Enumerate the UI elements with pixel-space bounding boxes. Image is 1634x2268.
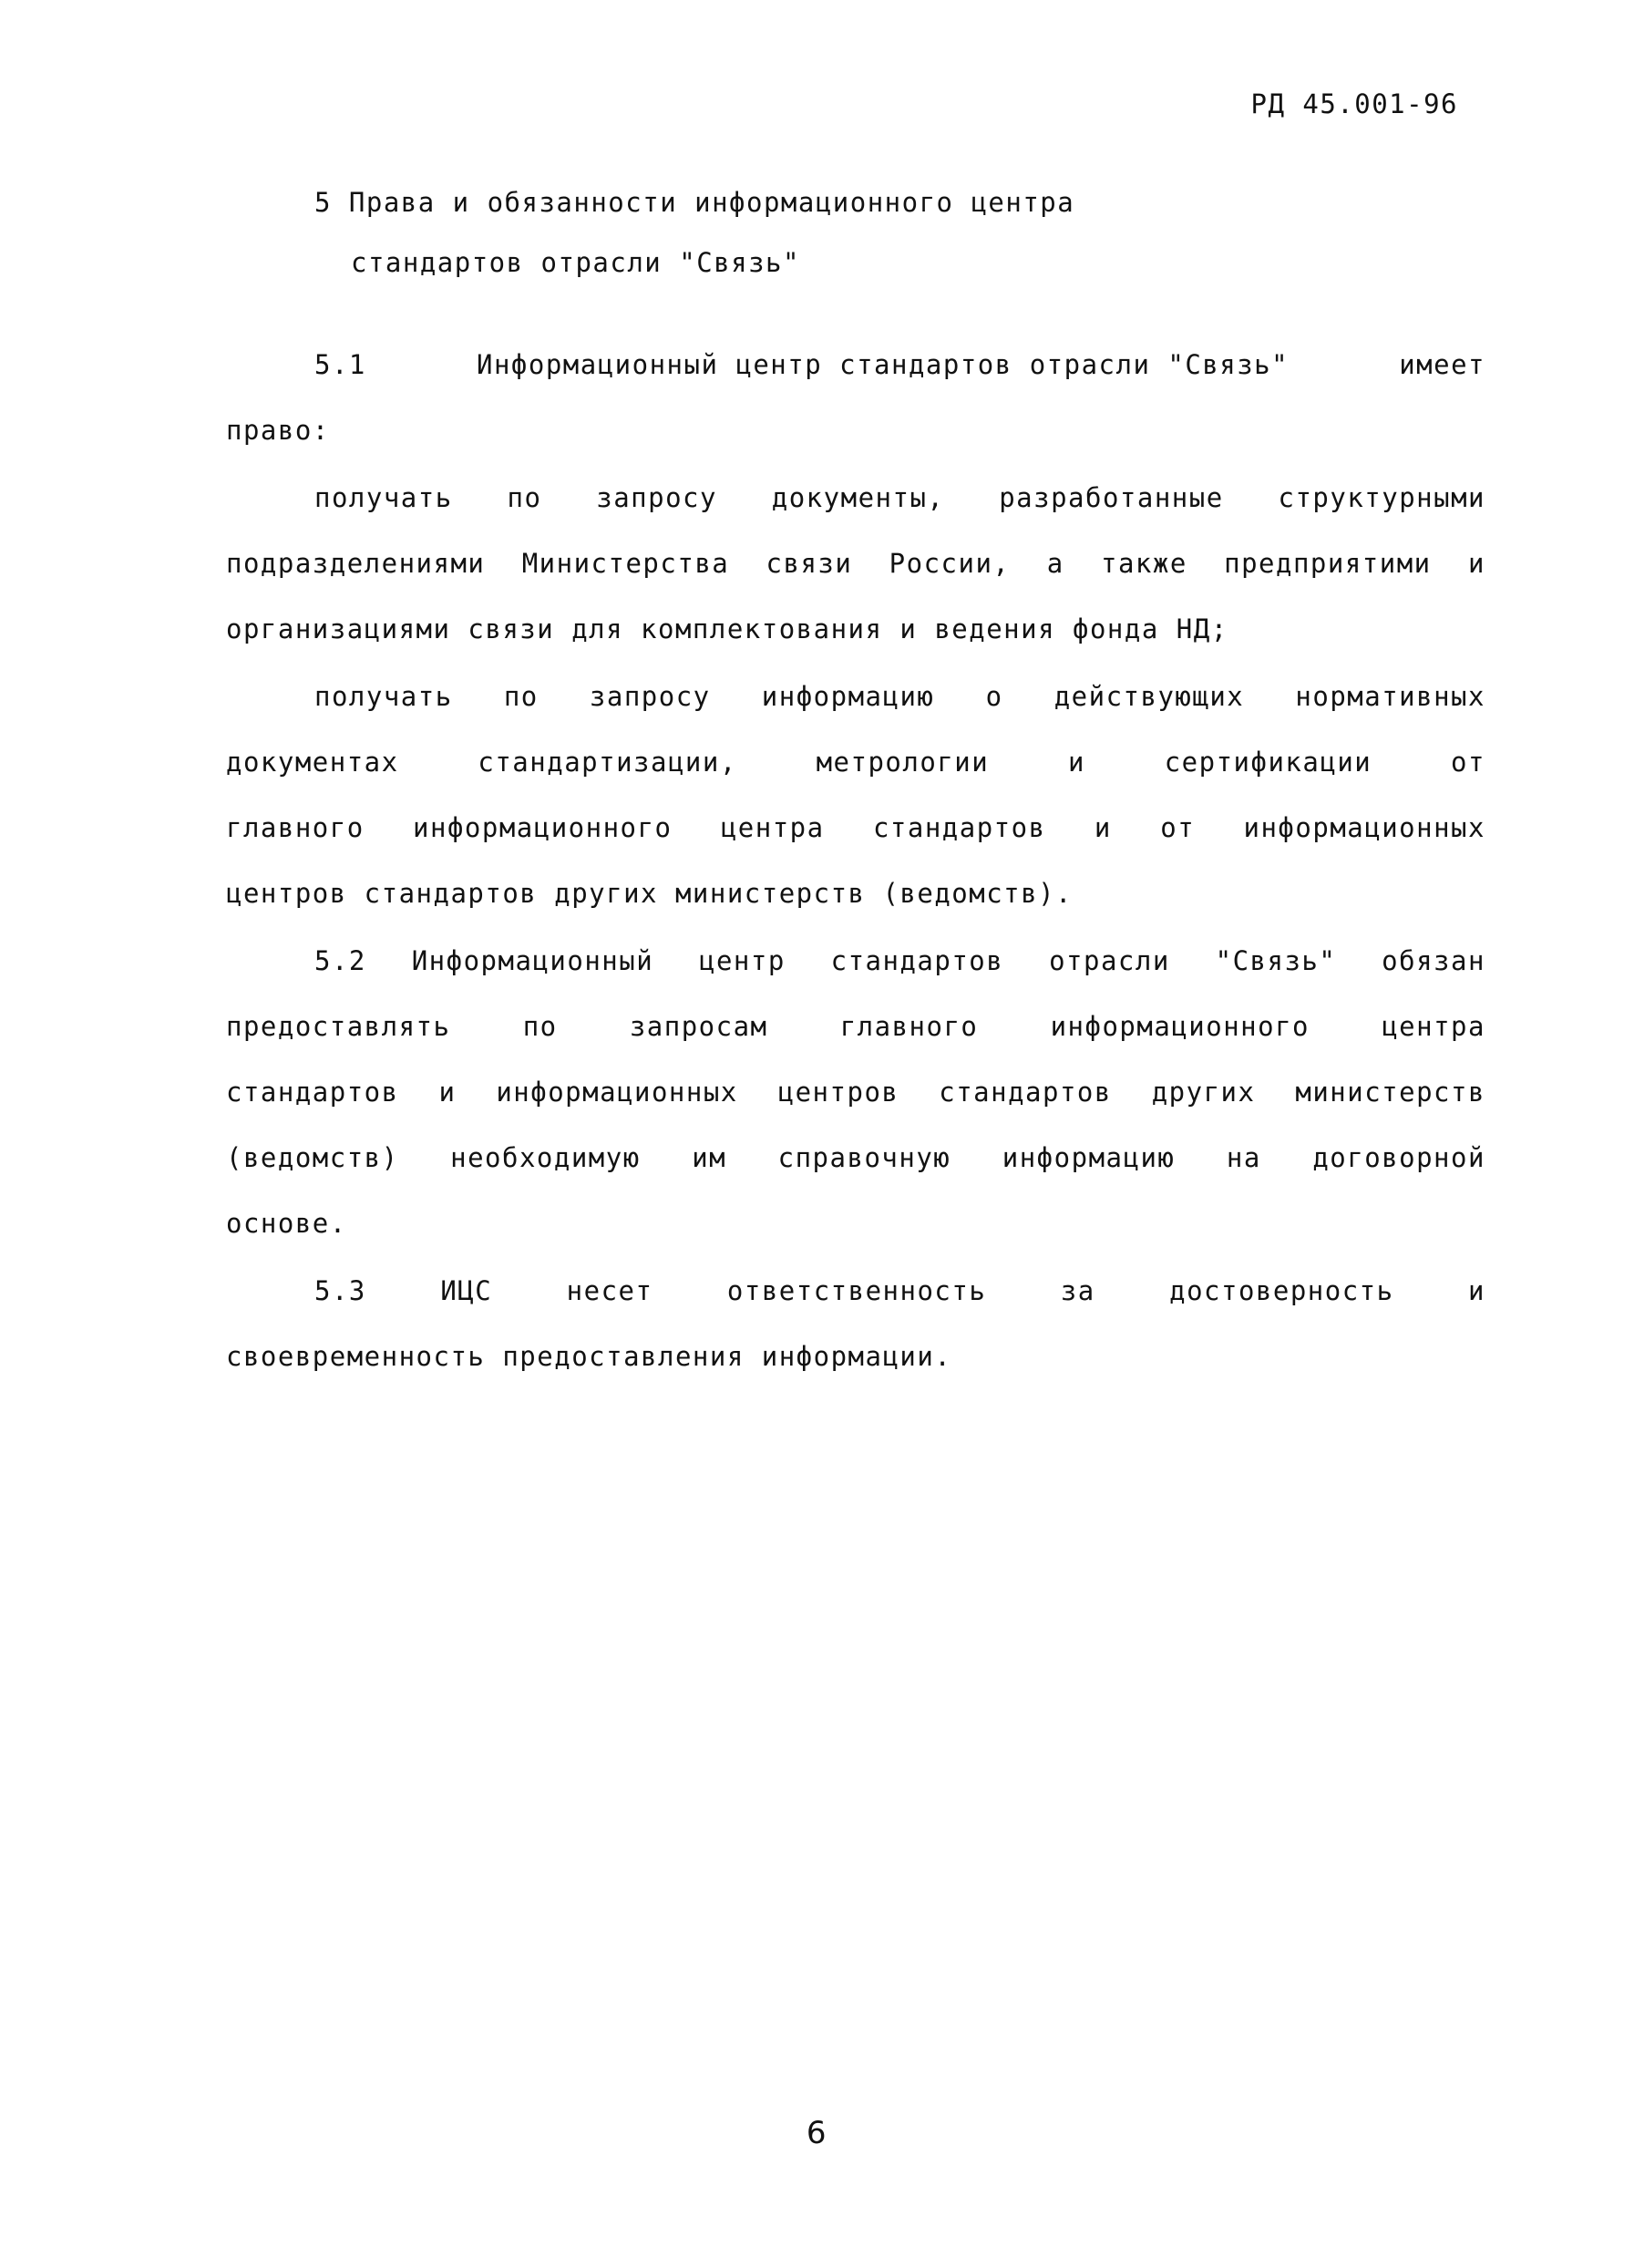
word: по — [522, 1011, 558, 1042]
section-title-line-1: 5 Права и обязанности информационного центра — [314, 187, 1075, 218]
word: сертификации — [1164, 747, 1372, 778]
para-5-1-line-1 — [314, 346, 1485, 383]
word: на — [1226, 1142, 1261, 1173]
para-5-2-line-2 — [226, 1008, 1485, 1045]
word: "Связь" — [1215, 945, 1337, 976]
word: несет — [566, 1275, 653, 1306]
word: документах — [226, 747, 399, 778]
word: нормативных — [1295, 681, 1485, 712]
para-5-3-line-1 — [314, 1273, 1485, 1309]
word: информационных — [496, 1077, 738, 1108]
clause-number: 5.3 — [314, 1275, 366, 1306]
word: запросу — [596, 482, 717, 513]
word: Министерства — [521, 548, 730, 579]
word: и — [1468, 1275, 1485, 1306]
word: действующих — [1053, 681, 1245, 712]
word: министерств — [1295, 1077, 1485, 1108]
word: ответственность — [726, 1275, 987, 1306]
word: запросу — [589, 681, 711, 712]
word: о — [985, 681, 1003, 712]
text-fragment: Информационный центр стандартов отрасли "Связь" — [476, 349, 1290, 380]
word: ИЦС — [440, 1275, 493, 1306]
word: за — [1060, 1275, 1095, 1306]
para-5-2-line-1 — [314, 943, 1485, 979]
word: главного — [226, 812, 365, 843]
word: справочную — [777, 1142, 951, 1173]
para-5-3-line-2: своевременность предоставления информации. — [226, 1341, 952, 1372]
word: договорной — [1312, 1142, 1485, 1173]
word: информационного — [413, 812, 673, 843]
item-1-line-2 — [226, 545, 1485, 582]
section-title-line-2: стандартов отрасли "Связь" — [351, 247, 800, 278]
item-2-line-1 — [314, 678, 1485, 715]
clause-number: 5.1 — [314, 349, 366, 380]
item-2-line-2 — [226, 744, 1485, 780]
document-code: РД 45.001-96 — [1250, 88, 1458, 119]
word: стандартов — [226, 1077, 399, 1108]
para-5-2-line-5: основе. — [226, 1208, 347, 1239]
word: метрологии — [816, 747, 990, 778]
word: а — [1046, 548, 1064, 579]
word: разработанные — [999, 482, 1224, 513]
text-fragment: имеет — [1399, 349, 1485, 380]
word: стандартов — [830, 945, 1004, 976]
word: необходимую — [450, 1142, 641, 1173]
para-5-1-line-2: право: — [226, 415, 330, 446]
word: отрасли — [1049, 945, 1170, 976]
word: информационного — [1050, 1011, 1310, 1042]
item-2-line-4: центров стандартов других министерств (ведомств). — [226, 878, 1074, 909]
item-1-line-3: организациями связи для комплектования и ведения фонда НД; — [226, 613, 1228, 644]
clause-number: 5.2 — [314, 945, 366, 976]
word: получать — [314, 482, 453, 513]
word: от — [1160, 812, 1196, 843]
word: и — [1467, 548, 1485, 579]
word: структурными — [1278, 482, 1485, 513]
word: по — [507, 482, 542, 513]
word: информационных — [1243, 812, 1485, 843]
word: информацию — [761, 681, 935, 712]
word: Информационный — [411, 945, 654, 976]
para-5-2-line-3 — [226, 1074, 1485, 1110]
word: (ведомств) — [226, 1142, 399, 1173]
word: и — [1094, 812, 1112, 843]
para-5-2-line-4 — [226, 1139, 1485, 1176]
word: им — [692, 1142, 727, 1173]
word: запросам — [629, 1011, 768, 1042]
word: стандартов — [939, 1077, 1112, 1108]
word: России, — [889, 548, 1011, 579]
word: стандартов — [872, 812, 1046, 843]
word: центра — [720, 812, 825, 843]
word: по — [503, 681, 539, 712]
word: связи — [766, 548, 853, 579]
word: также — [1100, 548, 1187, 579]
word: получать — [314, 681, 453, 712]
word: центров — [777, 1077, 899, 1108]
word: главного — [839, 1011, 979, 1042]
word: и — [438, 1077, 457, 1108]
word: документы, — [771, 482, 945, 513]
word: достоверность — [1169, 1275, 1394, 1306]
word: предприятими — [1224, 548, 1432, 579]
word: информацию — [1002, 1142, 1176, 1173]
word: предоставлять — [226, 1011, 451, 1042]
word: стандартизации, — [478, 747, 737, 778]
word: подразделениями — [226, 548, 486, 579]
word: центра — [1382, 1011, 1485, 1042]
word: центр — [698, 945, 786, 976]
item-2-line-3 — [226, 809, 1485, 846]
word: обязан — [1382, 945, 1485, 976]
item-1-line-1 — [314, 479, 1485, 516]
word: других — [1151, 1077, 1256, 1108]
page-number: 6 — [806, 2115, 828, 2151]
word: и — [1067, 747, 1085, 778]
word: от — [1451, 747, 1485, 778]
